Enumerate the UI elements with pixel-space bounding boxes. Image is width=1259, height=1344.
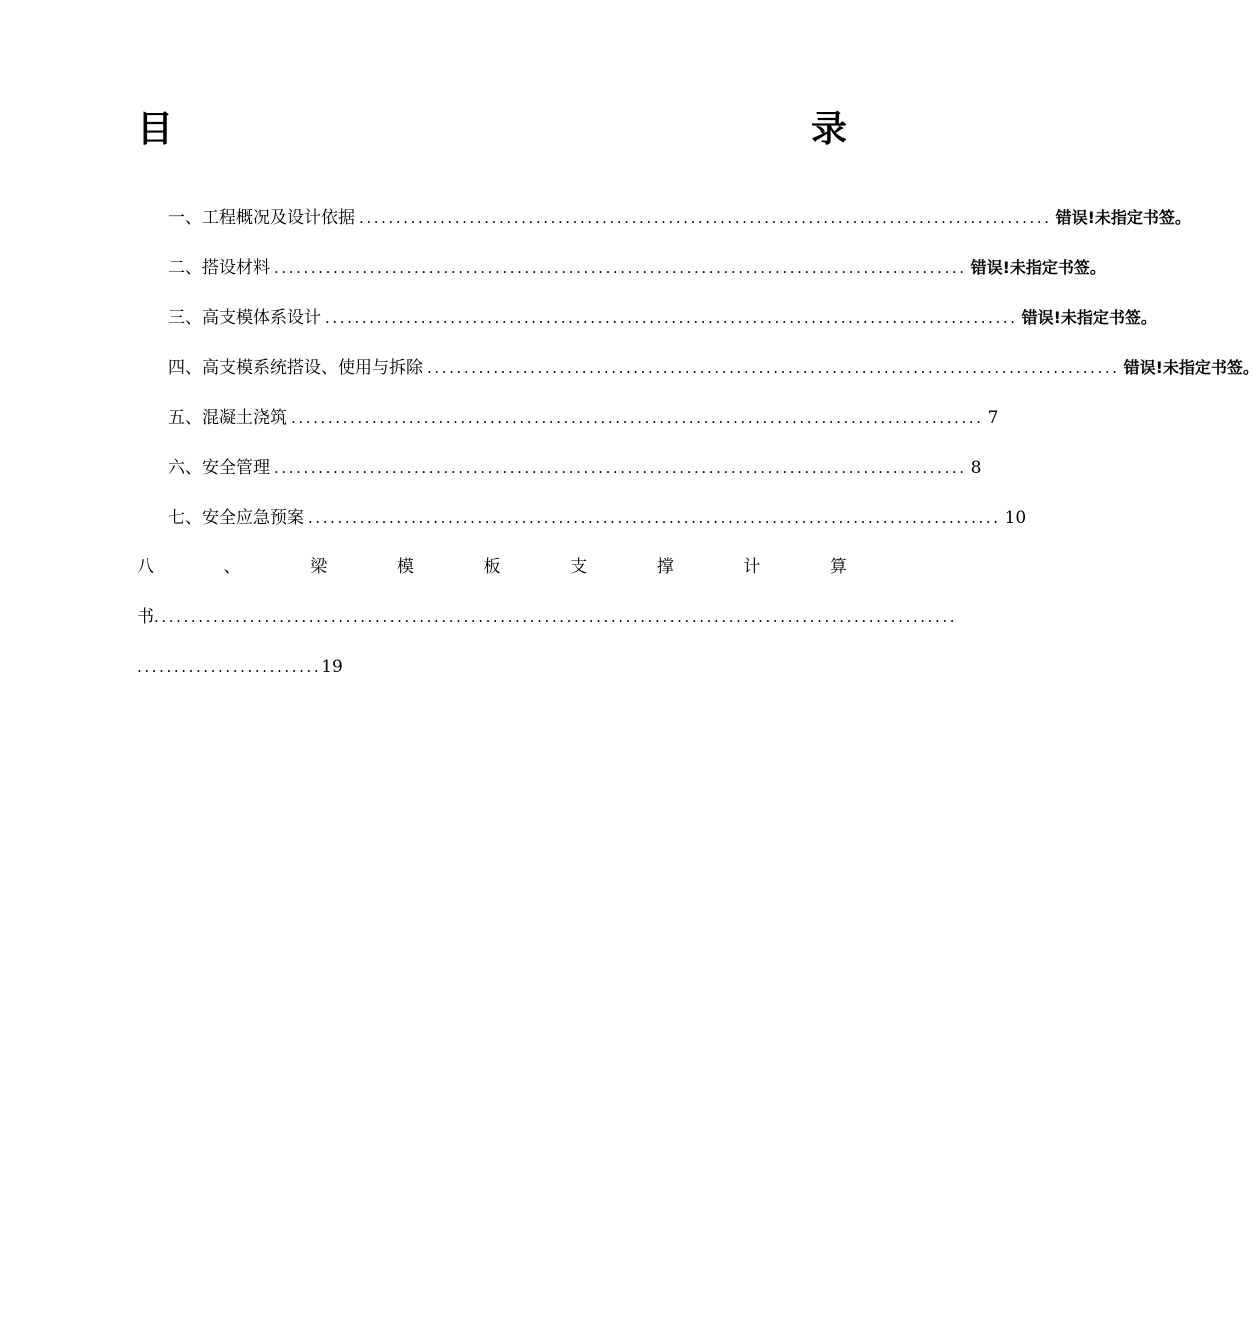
toc-leader-dots: .............................................................................................. [427,359,1120,377]
toc-entry[interactable] [168,305,1157,331]
toc-entry-8-char: 板 [483,557,501,577]
toc-entry-label: 二、搭设材料 [168,258,270,278]
toc-entry-label: 三、高支模体系设计 [168,308,321,328]
toc-title-right-char: 录 [810,109,847,150]
toc-entry-8-page-line[interactable] [137,654,847,680]
toc-leader-dots: .............................................................................................. [291,409,984,427]
toc-entry[interactable] [168,205,1191,231]
toc-entry-label: 五、混凝土浇筑 [168,408,287,428]
toc-entry-8-char: 、 [223,557,241,577]
toc-entry[interactable] [168,505,1027,531]
toc-entry-8-char: 算 [830,557,847,577]
toc-leader-dots: .............................................................................................. [359,209,1052,227]
toc-entry[interactable] [168,255,1106,281]
toc-entry-page: 7 [987,408,999,428]
toc-entry-8-char: 八 [137,557,154,577]
toc-entry-8-char: 计 [743,557,761,577]
toc-entry-page: 错误!未指定书签。 [1123,358,1259,377]
toc-leader-dots: ......................... [137,658,322,676]
toc-entry-page: 错误!未指定书签。 [1021,308,1157,327]
toc-entry-label: 一、工程概况及设计依据 [168,208,355,228]
toc-title-left-char: 目 [137,109,174,150]
toc-entry[interactable] [168,355,1259,381]
toc-leader-dots: .............................................................................................. [274,259,967,277]
toc-leader-dots: .............................................................................................. [274,459,967,477]
toc-leader-dots: .............................................................................................. [308,509,1001,527]
toc-title [137,104,847,156]
toc-leader-dots: ............................................................................................................. [154,608,958,626]
toc-entry-page: 8 [970,458,982,478]
toc-entry-8-char: 模 [396,557,414,577]
toc-entry-8-char: 梁 [310,557,328,577]
toc-entry-8-wrap-line[interactable] [137,604,958,630]
toc-entry-label: 四、高支模系统搭设、使用与拆除 [168,358,423,378]
toc-entry-page: 10 [1004,508,1027,528]
toc-entry-8-wrap-char: 书 [137,607,154,627]
toc-entry[interactable] [168,455,982,481]
toc-entry-page: 错误!未指定书签。 [970,258,1106,277]
toc-entry-8-char: 撑 [656,557,674,577]
toc-entry-8-heading[interactable] [137,554,847,580]
toc-entry-8-char: 支 [570,557,588,577]
toc-entry[interactable] [168,405,999,431]
toc-entry-label: 七、安全应急预案 [168,508,304,528]
toc-leader-dots: .............................................................................................. [325,309,1018,327]
toc-entry-label: 六、安全管理 [168,458,270,478]
toc-entry-page: 错误!未指定书签。 [1055,208,1191,227]
toc-entry-page: 19 [321,657,343,677]
